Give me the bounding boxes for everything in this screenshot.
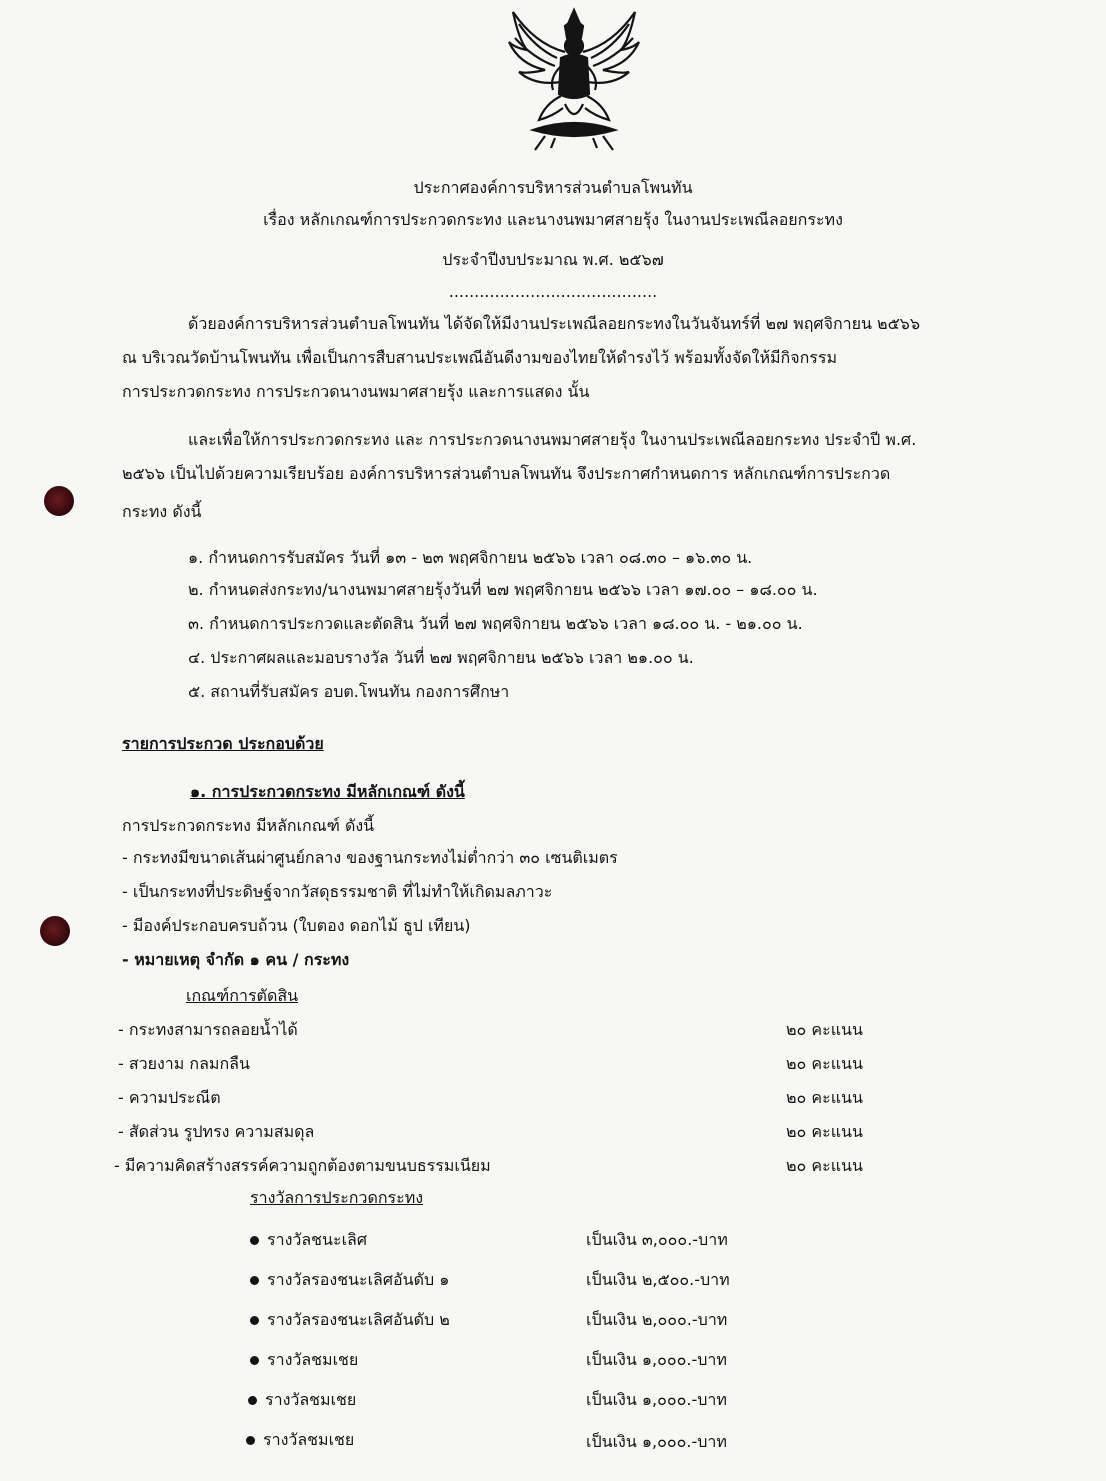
- prize-amount: เป็นเงิน ๒,๕๐๐.-บาท: [586, 1270, 730, 1289]
- judging-item: - มีความคิดสร้างสรรค์ความถูกต้องตามขนบธรรมเนียม: [114, 1156, 491, 1175]
- prize-item: [246, 1428, 354, 1452]
- bullet-icon: [246, 1436, 255, 1445]
- header-line-3: ประจำปีงบประมาณ พ.ศ. ๒๕๖๗: [442, 250, 664, 269]
- prize-item: [250, 1268, 449, 1292]
- contest-sub-heading: ๑. การประกวดกระทง มีหลักเกณฑ์ ดังนี้: [190, 782, 465, 801]
- garuda-emblem-icon: [505, 4, 643, 154]
- schedule-item: ๕. สถานที่รับสมัคร อบต.โพนทัน กองการศึกษา: [188, 682, 510, 701]
- intro-p2-line-1: และเพื่อให้การประกวดกระทง และ การประกวดนางนพมาศสายรุ้ง ในงานประเพณีลอยกระทง ประจำปี พ.ศ.: [188, 430, 917, 449]
- prize-label: รางวัลชนะเลิศ: [267, 1230, 367, 1249]
- judging-score: ๒๐ คะแนน: [786, 1020, 863, 1039]
- bullet-icon: [250, 1356, 259, 1365]
- judging-item: - สวยงาม กลมกลืน: [118, 1054, 250, 1073]
- header-line-1: ประกาศองค์การบริหารส่วนตำบลโพนทัน: [413, 178, 693, 197]
- header-divider: .........................................: [448, 282, 658, 301]
- bullet-icon: [250, 1316, 259, 1325]
- judging-item: - กระทงสามารถลอยน้ำได้: [118, 1020, 298, 1039]
- judging-heading: เกณฑ์การตัดสิน: [186, 986, 299, 1005]
- schedule-item: ๑. กำหนดการรับสมัคร วันที่ ๑๓ - ๒๓ พฤศจิกายน ๒๕๖๖ เวลา ๐๘.๓๐ – ๑๖.๓๐ น.: [188, 548, 753, 567]
- prize-item: [248, 1388, 356, 1412]
- prize-amount: เป็นเงิน ๓,๐๐๐.-บาท: [586, 1230, 728, 1249]
- criteria-intro: การประกวดกระทง มีหลักเกณฑ์ ดังนี้: [122, 816, 375, 835]
- prize-label: รางวัลรองชนะเลิศอันดับ ๒: [267, 1310, 450, 1329]
- intro-p2-line-2: ๒๕๖๖ เป็นไปด้วยความเรียบร้อย องค์การบริหารส่วนตำบลโพนทัน จึงประกาศกำหนดการ หลักเกณฑ์การประกวด: [122, 464, 891, 483]
- header-line-2: เรื่อง หลักเกณฑ์การประกวดกระทง และนางนพมาศสายรุ้ง ในงานประเพณีลอยกระทง: [263, 210, 843, 229]
- bullet-icon: [250, 1236, 259, 1245]
- bullet-icon: [248, 1396, 257, 1405]
- prize-label: รางวัลชมเชย: [263, 1430, 355, 1449]
- judging-score: ๒๐ คะแนน: [786, 1088, 863, 1107]
- prize-item: [250, 1348, 358, 1372]
- bullet-icon: [250, 1276, 259, 1285]
- punch-hole-icon: [40, 916, 70, 946]
- schedule-item: ๒. กำหนดส่งกระทง/นางนพมาศสายรุ้งวันที่ ๒๗ พฤศจิกายน ๒๕๖๖ เวลา ๑๗.๐๐ – ๑๘.๐๐ น.: [188, 580, 818, 599]
- criteria-item: - กระทงมีขนาดเส้นผ่าศูนย์กลาง ของฐานกระทงไม่ต่ำกว่า ๓๐ เซนติเมตร: [122, 848, 618, 867]
- schedule-item: ๓. กำหนดการประกวดและตัดสิน วันที่ ๒๗ พฤศจิกายน ๒๕๖๖ เวลา ๑๘.๐๐ น. - ๒๑.๐๐ น.: [188, 614, 803, 633]
- schedule-item: ๔. ประกาศผลและมอบรางวัล วันที่ ๒๗ พฤศจิกายน ๒๕๖๖ เวลา ๒๑.๐๐ น.: [188, 648, 694, 667]
- prize-item: [250, 1308, 450, 1332]
- intro-p1-line-3: การประกวดกระทง การประกวดนางนพมาศสายรุ้ง และการแสดง นั้น: [122, 382, 590, 401]
- prize-heading: รางวัลการประกวดกระทง: [250, 1188, 424, 1207]
- criteria-item: - มีองค์ประกอบครบถ้วน (ใบตอง ดอกไม้ ธูป เทียน): [122, 916, 471, 935]
- prize-label: รางวัลชมเชย: [265, 1390, 357, 1409]
- judging-score: ๒๐ คะแนน: [786, 1122, 863, 1141]
- judging-item: - สัดส่วน รูปทรง ความสมดุล: [118, 1122, 315, 1141]
- judging-score: ๒๐ คะแนน: [786, 1054, 863, 1073]
- prize-label: รางวัลรองชนะเลิศอันดับ ๑: [267, 1270, 450, 1289]
- judging-item: - ความประณีต: [118, 1088, 221, 1107]
- intro-p2-line-3: กระทง ดังนี้: [122, 502, 202, 521]
- prize-label: รางวัลชมเชย: [267, 1350, 359, 1369]
- criteria-item: - เป็นกระทงที่ประดิษฐ์จากวัสดุธรรมชาติ ที่ไม่ทำให้เกิดมลภาวะ: [122, 882, 553, 901]
- punch-hole-icon: [44, 486, 74, 516]
- prize-amount: เป็นเงิน ๑,๐๐๐.-บาท: [586, 1390, 727, 1409]
- intro-p1-line-2: ณ บริเวณวัดบ้านโพนทัน เพื่อเป็นการสืบสานประเพณีอันดีงามของไทยให้ดำรงไว้ พร้อมทั้งจัดให้มีกิจกรรม: [122, 348, 838, 367]
- contest-heading: รายการประกวด ประกอบด้วย: [122, 734, 324, 753]
- prize-amount: เป็นเงิน ๑,๐๐๐.-บาท: [586, 1432, 727, 1451]
- prize-item: [250, 1228, 367, 1252]
- prize-amount: เป็นเงิน ๒,๐๐๐.-บาท: [586, 1310, 728, 1329]
- intro-p1-line-1: ด้วยองค์การบริหารส่วนตำบลโพนทัน ได้จัดให้มีงานประเพณีลอยกระทงในวันจันทร์ที่ ๒๗ พฤศจิกายน ๒๕๖๖: [188, 314, 920, 333]
- judging-score: ๒๐ คะแนน: [786, 1156, 863, 1175]
- prize-amount: เป็นเงิน ๑,๐๐๐.-บาท: [586, 1350, 727, 1369]
- contest-note: - หมายเหตุ จำกัด ๑ คน / กระทง: [122, 950, 350, 969]
